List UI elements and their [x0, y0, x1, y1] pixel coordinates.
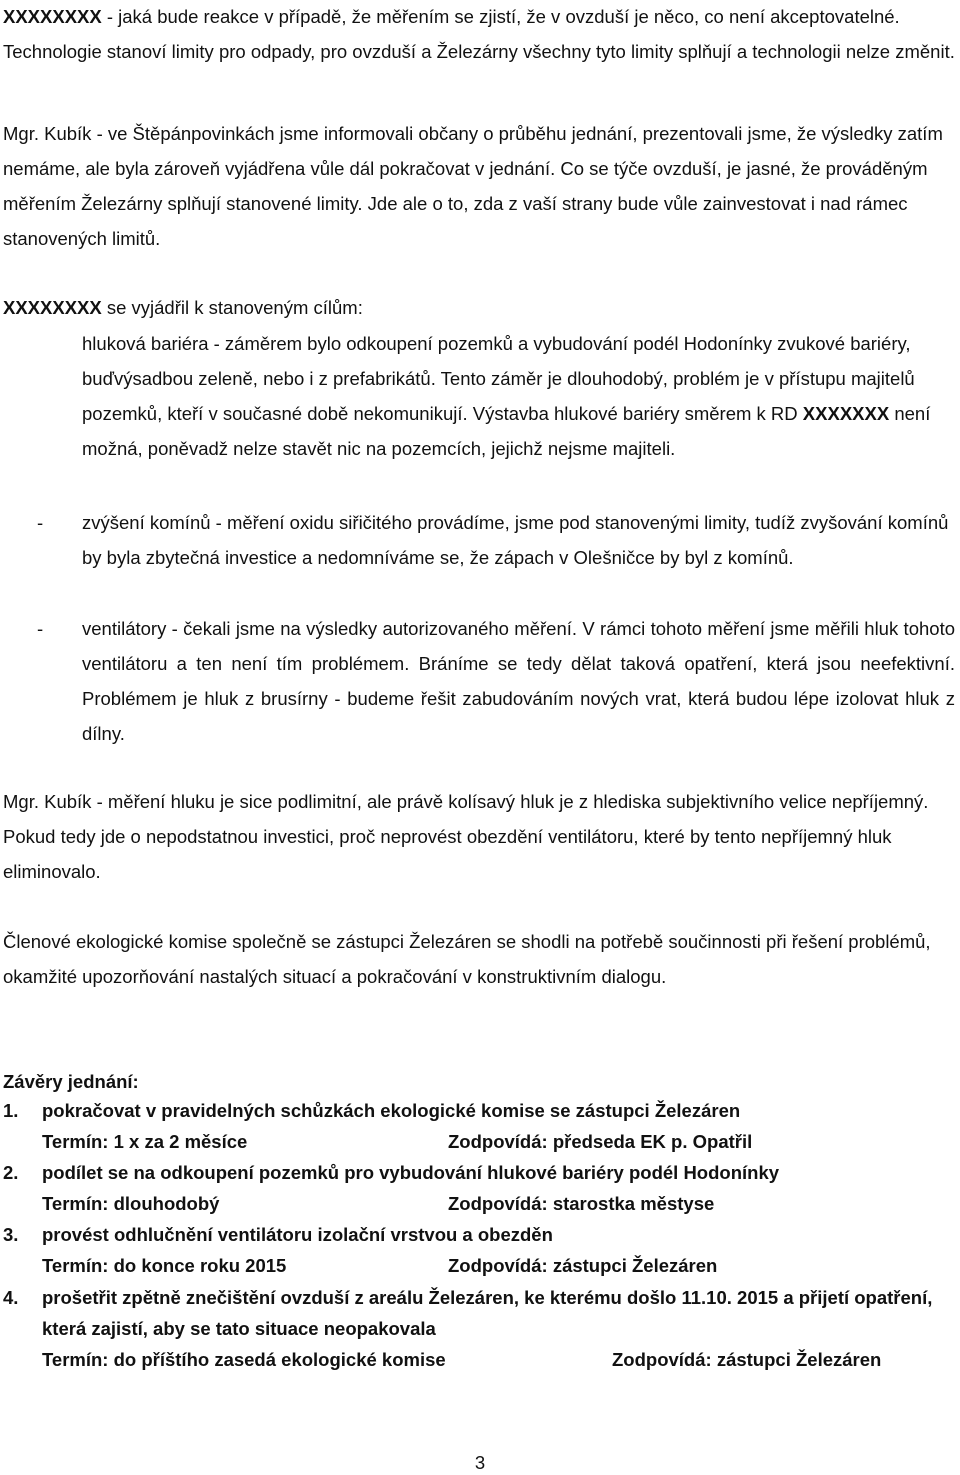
- item-term: Termín: 1 x za 2 měsíce: [42, 1131, 248, 1152]
- item-number: 2.: [3, 1162, 19, 1183]
- conclusion-item: [3, 1095, 958, 1157]
- item-term: Termín: dlouhodobý: [42, 1193, 220, 1214]
- item-task: prošetřit zpětně znečištění ovzduší z areálu Železáren, ke kterému došlo 11.10. 2015 a přijetí opatření, která zajistí, aby se tato situace neopakovala: [42, 1287, 933, 1339]
- list-dash: -: [37, 512, 44, 533]
- item-number: 4.: [3, 1287, 19, 1308]
- item-task: pokračovat v pravidelných schůzkách ekologické komise se zástupci Železáren: [42, 1100, 741, 1121]
- conclusion-item: [3, 1219, 958, 1281]
- item-term: Termín: do konce roku 2015: [42, 1255, 287, 1276]
- page-number: 3: [474, 1452, 486, 1473]
- paragraph-commission: Členové ekologické komise společně se zástupci Železáren se shodli na potřebě součinnosti při řešení problémů, okamžité upozorňování nastalých situací a pokračování v konstruktivním dialogu.: [3, 931, 931, 987]
- list-dash: -: [37, 618, 44, 639]
- conclusions-title: Závěry jednání:: [3, 1071, 139, 1092]
- redacted-name: XXXXXXXX: [3, 297, 102, 318]
- paragraph-goals-intro: [3, 290, 955, 325]
- noise-barrier-item: [82, 326, 955, 466]
- item-number: 3.: [3, 1224, 19, 1245]
- chimney-item: zvýšení komínů - měření oxidu siřičitého provádíme, jsme pod stanovenými limity, tudíž zvyšování komínů by byla zbytečná investice a nedomníváme se, že zápach v Olešničce by byl z komínů.: [82, 512, 949, 568]
- item-task: podílet se na odkoupení pozemků pro vybudování hlukové bariéry podél Hodonínky: [42, 1162, 780, 1183]
- fans-item: ventilátory - čekali jsme na výsledky autorizovaného měření. V rámci tohoto měření jsme měřili hluk tohoto ventilátoru a ten není tím problémem. Bráníme se tedy dělat taková opatření, která jsou neefektivní. Problémem je hluk z brusírny - budeme řešit zabudováním nových vrat, která budou lépe izolovat hluk z dílny.: [82, 618, 955, 744]
- paragraph-kubik-noise: Mgr. Kubík - měření hluku je sice podlimitní, ale právě kolísavý hluk je z hlediska subjektivního velice nepříjemný. Pokud tedy jde o nepodstatnou investici, proč neprovést obezdění ventilátoru, které by tento nepříjemný hluk eliminovalo.: [3, 791, 929, 882]
- item-number: 1.: [3, 1100, 19, 1121]
- item-responsible: Zodpovídá: starostka městyse: [448, 1193, 715, 1214]
- item-task: provést odhlučnění ventilátoru izolační vrstvou a obezděn: [42, 1224, 553, 1245]
- item-responsible: Zodpovídá: předseda EK p. Opatřil: [448, 1131, 753, 1152]
- paragraph-text: - jaká bude reakce v případě, že měřením se zjistí, že v ovzduší je něco, co není akceptovatelné. Technologie stanoví limity pro odpady, pro ovzduší a Železárny všechny tyto limity splňují a technologii nelze změnit.: [3, 6, 955, 62]
- conclusion-item: [3, 1157, 958, 1219]
- item-text: hluková bariéra - záměrem bylo odkoupení pozemků a vybudování podél Hodonínky zvukové bariéry, buďvýsadbou zeleně, nebo i z prefabrikátů. Tento záměr je dlouhodobý, problém je v přístupu majitelů pozemků, kteří v současné době nekomunikují. Výstavba hlukové bariéry směrem k RD: [82, 333, 915, 424]
- paragraph-kubik-informed: Mgr. Kubík - ve Štěpánpovinkách jsme informovali občany o průběhu jednání, prezentovali jsme, že výsledky zatím nemáme, ale byla zároveň vyjádřena vůle dál pokračovat v jednání. Co se týče ovzduší, je jasné, že prováděným měřením Železárny splňují stanovené limity. Jde ale o to, zda z vaší strany bude vůle zainvestovat i nad rámec stanovených limitů.: [3, 123, 943, 249]
- paragraph-reaction: [3, 0, 955, 69]
- paragraph-text: se vyjádřil k stanoveným cílům:: [101, 297, 363, 318]
- redacted-name: XXXXXXXX: [3, 6, 102, 27]
- item-text-end: není možná, poněvadž nelze stavět nic na pozemcích, jejichž nejsme majiteli.: [82, 403, 931, 459]
- item-responsible: Zodpovídá: zástupci Železáren: [612, 1349, 882, 1370]
- item-term: Termín: do příštího zasedá ekologické komise: [42, 1349, 446, 1370]
- item-responsible: Zodpovídá: zástupci Železáren: [448, 1255, 718, 1276]
- redacted-house: XXXXXXX: [802, 403, 890, 424]
- conclusion-item: [3, 1282, 958, 1375]
